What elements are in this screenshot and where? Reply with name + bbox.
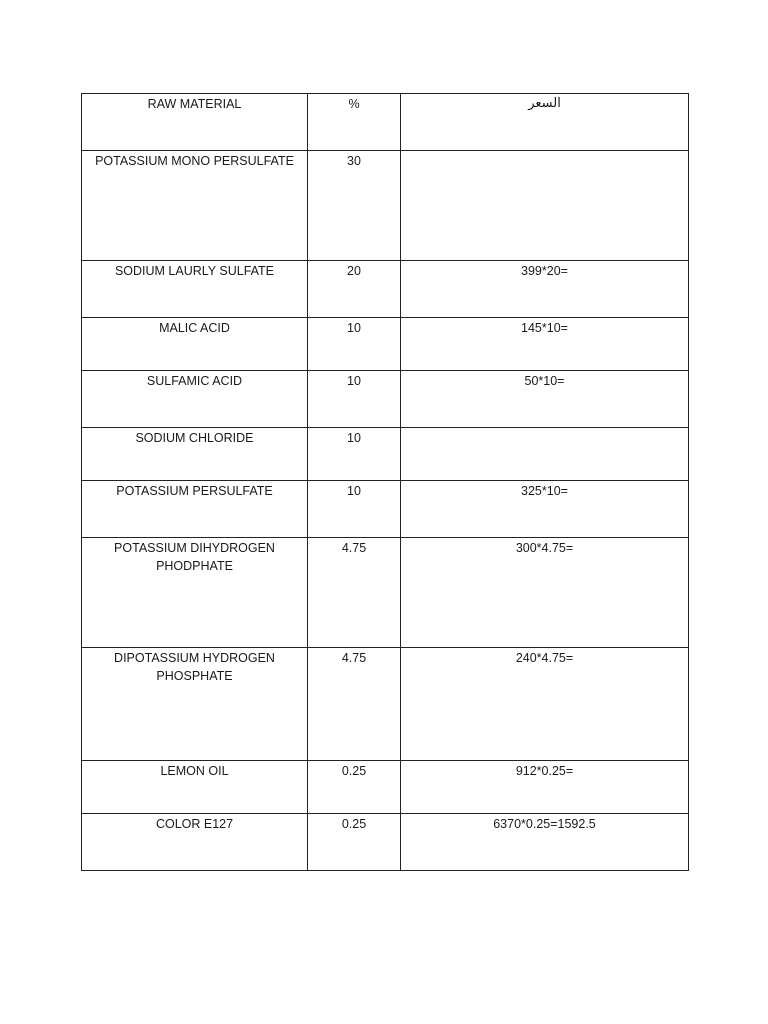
table-row <box>82 761 689 814</box>
header-raw-material: RAW MATERIAL <box>82 94 308 151</box>
material-cell: SODIUM CHLORIDE <box>82 428 308 481</box>
price-cell: 399*20= <box>401 261 689 318</box>
material-cell: POTASSIUM DIHYDROGEN PHODPHATE <box>82 538 308 648</box>
material-cell: SODIUM LAURLY SULFATE <box>82 261 308 318</box>
header-percent: % <box>308 94 401 151</box>
table-row <box>82 371 689 428</box>
percent-cell: 4.75 <box>308 648 401 761</box>
table-row <box>82 481 689 538</box>
price-cell <box>401 151 689 261</box>
price-cell: 912*0.25= <box>401 761 689 814</box>
percent-cell: 10 <box>308 318 401 371</box>
price-cell <box>401 428 689 481</box>
table-header-row <box>82 94 689 151</box>
material-cell: DIPOTASSIUM HYDROGEN PHOSPHATE <box>82 648 308 761</box>
percent-cell: 0.25 <box>308 814 401 871</box>
table-row <box>82 648 689 761</box>
table-row <box>82 261 689 318</box>
price-cell: 6370*0.25=1592.5 <box>401 814 689 871</box>
material-cell: COLOR E127 <box>82 814 308 871</box>
table-row <box>82 428 689 481</box>
percent-cell: 30 <box>308 151 401 261</box>
price-cell: 240*4.75= <box>401 648 689 761</box>
header-price: السعر <box>401 94 689 151</box>
table-row <box>82 538 689 648</box>
price-cell: 50*10= <box>401 371 689 428</box>
material-cell: POTASSIUM MONO PERSULFATE <box>82 151 308 261</box>
percent-cell: 4.75 <box>308 538 401 648</box>
material-cell: LEMON OIL <box>82 761 308 814</box>
price-cell: 325*10= <box>401 481 689 538</box>
table-row <box>82 814 689 871</box>
percent-cell: 10 <box>308 481 401 538</box>
table-row <box>82 318 689 371</box>
raw-material-table <box>81 93 689 871</box>
material-cell: SULFAMIC ACID <box>82 371 308 428</box>
material-cell: MALIC ACID <box>82 318 308 371</box>
price-cell: 300*4.75= <box>401 538 689 648</box>
percent-cell: 20 <box>308 261 401 318</box>
percent-cell: 0.25 <box>308 761 401 814</box>
table-row <box>82 151 689 261</box>
price-cell: 145*10= <box>401 318 689 371</box>
material-cell: POTASSIUM PERSULFATE <box>82 481 308 538</box>
percent-cell: 10 <box>308 428 401 481</box>
percent-cell: 10 <box>308 371 401 428</box>
